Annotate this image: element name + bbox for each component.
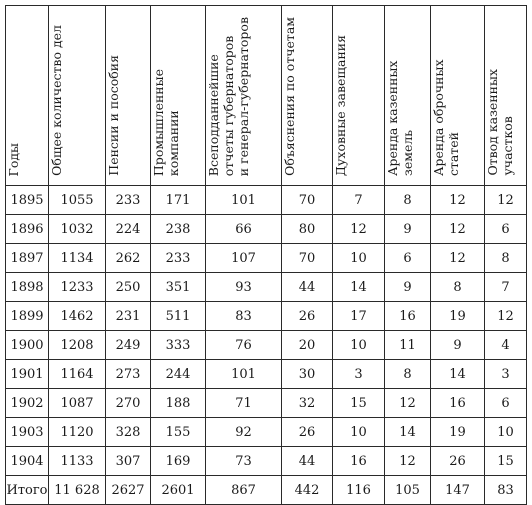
table-row	[6, 244, 527, 273]
table-row	[6, 186, 527, 215]
value-cell: 8	[431, 273, 485, 302]
statistics-table-container	[5, 5, 527, 505]
value-cell: 307	[106, 447, 151, 476]
value-cell: 10	[333, 331, 385, 360]
header-wills-label: Духовные завещания	[333, 34, 348, 176]
header-pensions-label: Пенсии и пособия	[106, 55, 121, 176]
value-cell: 12	[333, 215, 385, 244]
value-cell: 3	[485, 360, 527, 389]
value-cell: 93	[206, 273, 282, 302]
value-cell: 273	[106, 360, 151, 389]
value-cell: 19	[431, 302, 485, 331]
value-cell: 231	[106, 302, 151, 331]
value-cell: 1087	[49, 389, 106, 418]
year-cell: 1903	[6, 418, 49, 447]
header-quitrent-lease-label: Аренда оброчных статей	[431, 59, 461, 176]
value-cell: 244	[151, 360, 206, 389]
value-cell: 171	[151, 186, 206, 215]
header-state-plots-label: Отвод казенных участков	[485, 69, 515, 176]
value-cell: 224	[106, 215, 151, 244]
year-cell: 1898	[6, 273, 49, 302]
value-cell: 2601	[151, 476, 206, 505]
table-row	[6, 302, 527, 331]
value-cell: 15	[485, 447, 527, 476]
header-years	[6, 6, 49, 186]
value-cell: 83	[206, 302, 282, 331]
value-cell: 6	[485, 389, 527, 418]
year-cell: 1895	[6, 186, 49, 215]
value-cell: 6	[485, 215, 527, 244]
value-cell: 12	[485, 186, 527, 215]
header-total-cases-label: Общее количество дел	[49, 25, 64, 176]
value-cell: 16	[333, 447, 385, 476]
value-cell: 44	[282, 447, 333, 476]
total-row	[6, 476, 527, 505]
header-years-label: Годы	[6, 142, 21, 176]
value-cell: 262	[106, 244, 151, 273]
value-cell: 249	[106, 331, 151, 360]
value-cell: 1462	[49, 302, 106, 331]
value-cell: 73	[206, 447, 282, 476]
value-cell: 12	[431, 215, 485, 244]
value-cell: 1134	[49, 244, 106, 273]
value-cell: 83	[485, 476, 527, 505]
value-cell: 101	[206, 186, 282, 215]
value-cell: 116	[333, 476, 385, 505]
table-row	[6, 389, 527, 418]
value-cell: 26	[282, 302, 333, 331]
value-cell: 26	[431, 447, 485, 476]
header-report-explanations	[282, 6, 333, 186]
value-cell: 70	[282, 186, 333, 215]
table-row	[6, 418, 527, 447]
total-label-cell: Итого	[6, 476, 49, 505]
value-cell: 76	[206, 331, 282, 360]
header-report-explanations-label: Объяснения по отчетам	[282, 17, 297, 176]
value-cell: 12	[431, 186, 485, 215]
value-cell: 328	[106, 418, 151, 447]
value-cell: 20	[282, 331, 333, 360]
header-state-plots	[485, 6, 527, 186]
value-cell: 105	[385, 476, 431, 505]
value-cell: 8	[485, 244, 527, 273]
value-cell: 101	[206, 360, 282, 389]
value-cell: 351	[151, 273, 206, 302]
value-cell: 71	[206, 389, 282, 418]
value-cell: 233	[106, 186, 151, 215]
value-cell: 12	[485, 302, 527, 331]
value-cell: 147	[431, 476, 485, 505]
value-cell: 14	[333, 273, 385, 302]
year-cell: 1896	[6, 215, 49, 244]
value-cell: 80	[282, 215, 333, 244]
value-cell: 7	[333, 186, 385, 215]
value-cell: 1032	[49, 215, 106, 244]
value-cell: 11 628	[49, 476, 106, 505]
value-cell: 1233	[49, 273, 106, 302]
value-cell: 15	[333, 389, 385, 418]
value-cell: 14	[431, 360, 485, 389]
value-cell: 233	[151, 244, 206, 273]
value-cell: 9	[431, 331, 485, 360]
value-cell: 867	[206, 476, 282, 505]
value-cell: 8	[385, 360, 431, 389]
header-state-land-lease-label: Аренда казенных земель	[385, 60, 415, 176]
value-cell: 32	[282, 389, 333, 418]
value-cell: 9	[385, 273, 431, 302]
table-row	[6, 331, 527, 360]
year-cell: 1899	[6, 302, 49, 331]
value-cell: 11	[385, 331, 431, 360]
value-cell: 333	[151, 331, 206, 360]
value-cell: 26	[282, 418, 333, 447]
value-cell: 6	[385, 244, 431, 273]
value-cell: 1120	[49, 418, 106, 447]
value-cell: 511	[151, 302, 206, 331]
value-cell: 12	[385, 447, 431, 476]
value-cell: 1055	[49, 186, 106, 215]
value-cell: 44	[282, 273, 333, 302]
value-cell: 17	[333, 302, 385, 331]
value-cell: 8	[385, 186, 431, 215]
table-row	[6, 273, 527, 302]
year-cell: 1897	[6, 244, 49, 273]
value-cell: 16	[385, 302, 431, 331]
table-row	[6, 447, 527, 476]
statistics-table	[5, 5, 527, 505]
value-cell: 30	[282, 360, 333, 389]
value-cell: 16	[431, 389, 485, 418]
header-governor-reports-label: Всеподданнейшие отчеты губернаторов и генерал-губернаторов	[206, 16, 251, 176]
value-cell: 155	[151, 418, 206, 447]
table-body	[6, 186, 527, 505]
value-cell: 12	[431, 244, 485, 273]
header-state-land-lease	[385, 6, 431, 186]
header-industrial-companies	[151, 6, 206, 186]
value-cell: 2627	[106, 476, 151, 505]
value-cell: 442	[282, 476, 333, 505]
year-cell: 1901	[6, 360, 49, 389]
value-cell: 9	[385, 215, 431, 244]
year-cell: 1904	[6, 447, 49, 476]
header-industrial-companies-label: Промышленные компании	[151, 68, 181, 176]
value-cell: 1133	[49, 447, 106, 476]
value-cell: 7	[485, 273, 527, 302]
value-cell: 12	[385, 389, 431, 418]
header-row	[6, 6, 527, 186]
table-row	[6, 360, 527, 389]
value-cell: 10	[485, 418, 527, 447]
value-cell: 270	[106, 389, 151, 418]
header-wills	[333, 6, 385, 186]
value-cell: 70	[282, 244, 333, 273]
value-cell: 238	[151, 215, 206, 244]
header-total-cases	[49, 6, 106, 186]
value-cell: 250	[106, 273, 151, 302]
value-cell: 1164	[49, 360, 106, 389]
value-cell: 188	[151, 389, 206, 418]
header-quitrent-lease	[431, 6, 485, 186]
value-cell: 4	[485, 331, 527, 360]
value-cell: 10	[333, 244, 385, 273]
value-cell: 169	[151, 447, 206, 476]
header-governor-reports	[206, 6, 282, 186]
year-cell: 1902	[6, 389, 49, 418]
value-cell: 19	[431, 418, 485, 447]
year-cell: 1900	[6, 331, 49, 360]
value-cell: 14	[385, 418, 431, 447]
value-cell: 1208	[49, 331, 106, 360]
value-cell: 107	[206, 244, 282, 273]
value-cell: 92	[206, 418, 282, 447]
table-row	[6, 215, 527, 244]
value-cell: 10	[333, 418, 385, 447]
value-cell: 3	[333, 360, 385, 389]
header-pensions	[106, 6, 151, 186]
value-cell: 66	[206, 215, 282, 244]
